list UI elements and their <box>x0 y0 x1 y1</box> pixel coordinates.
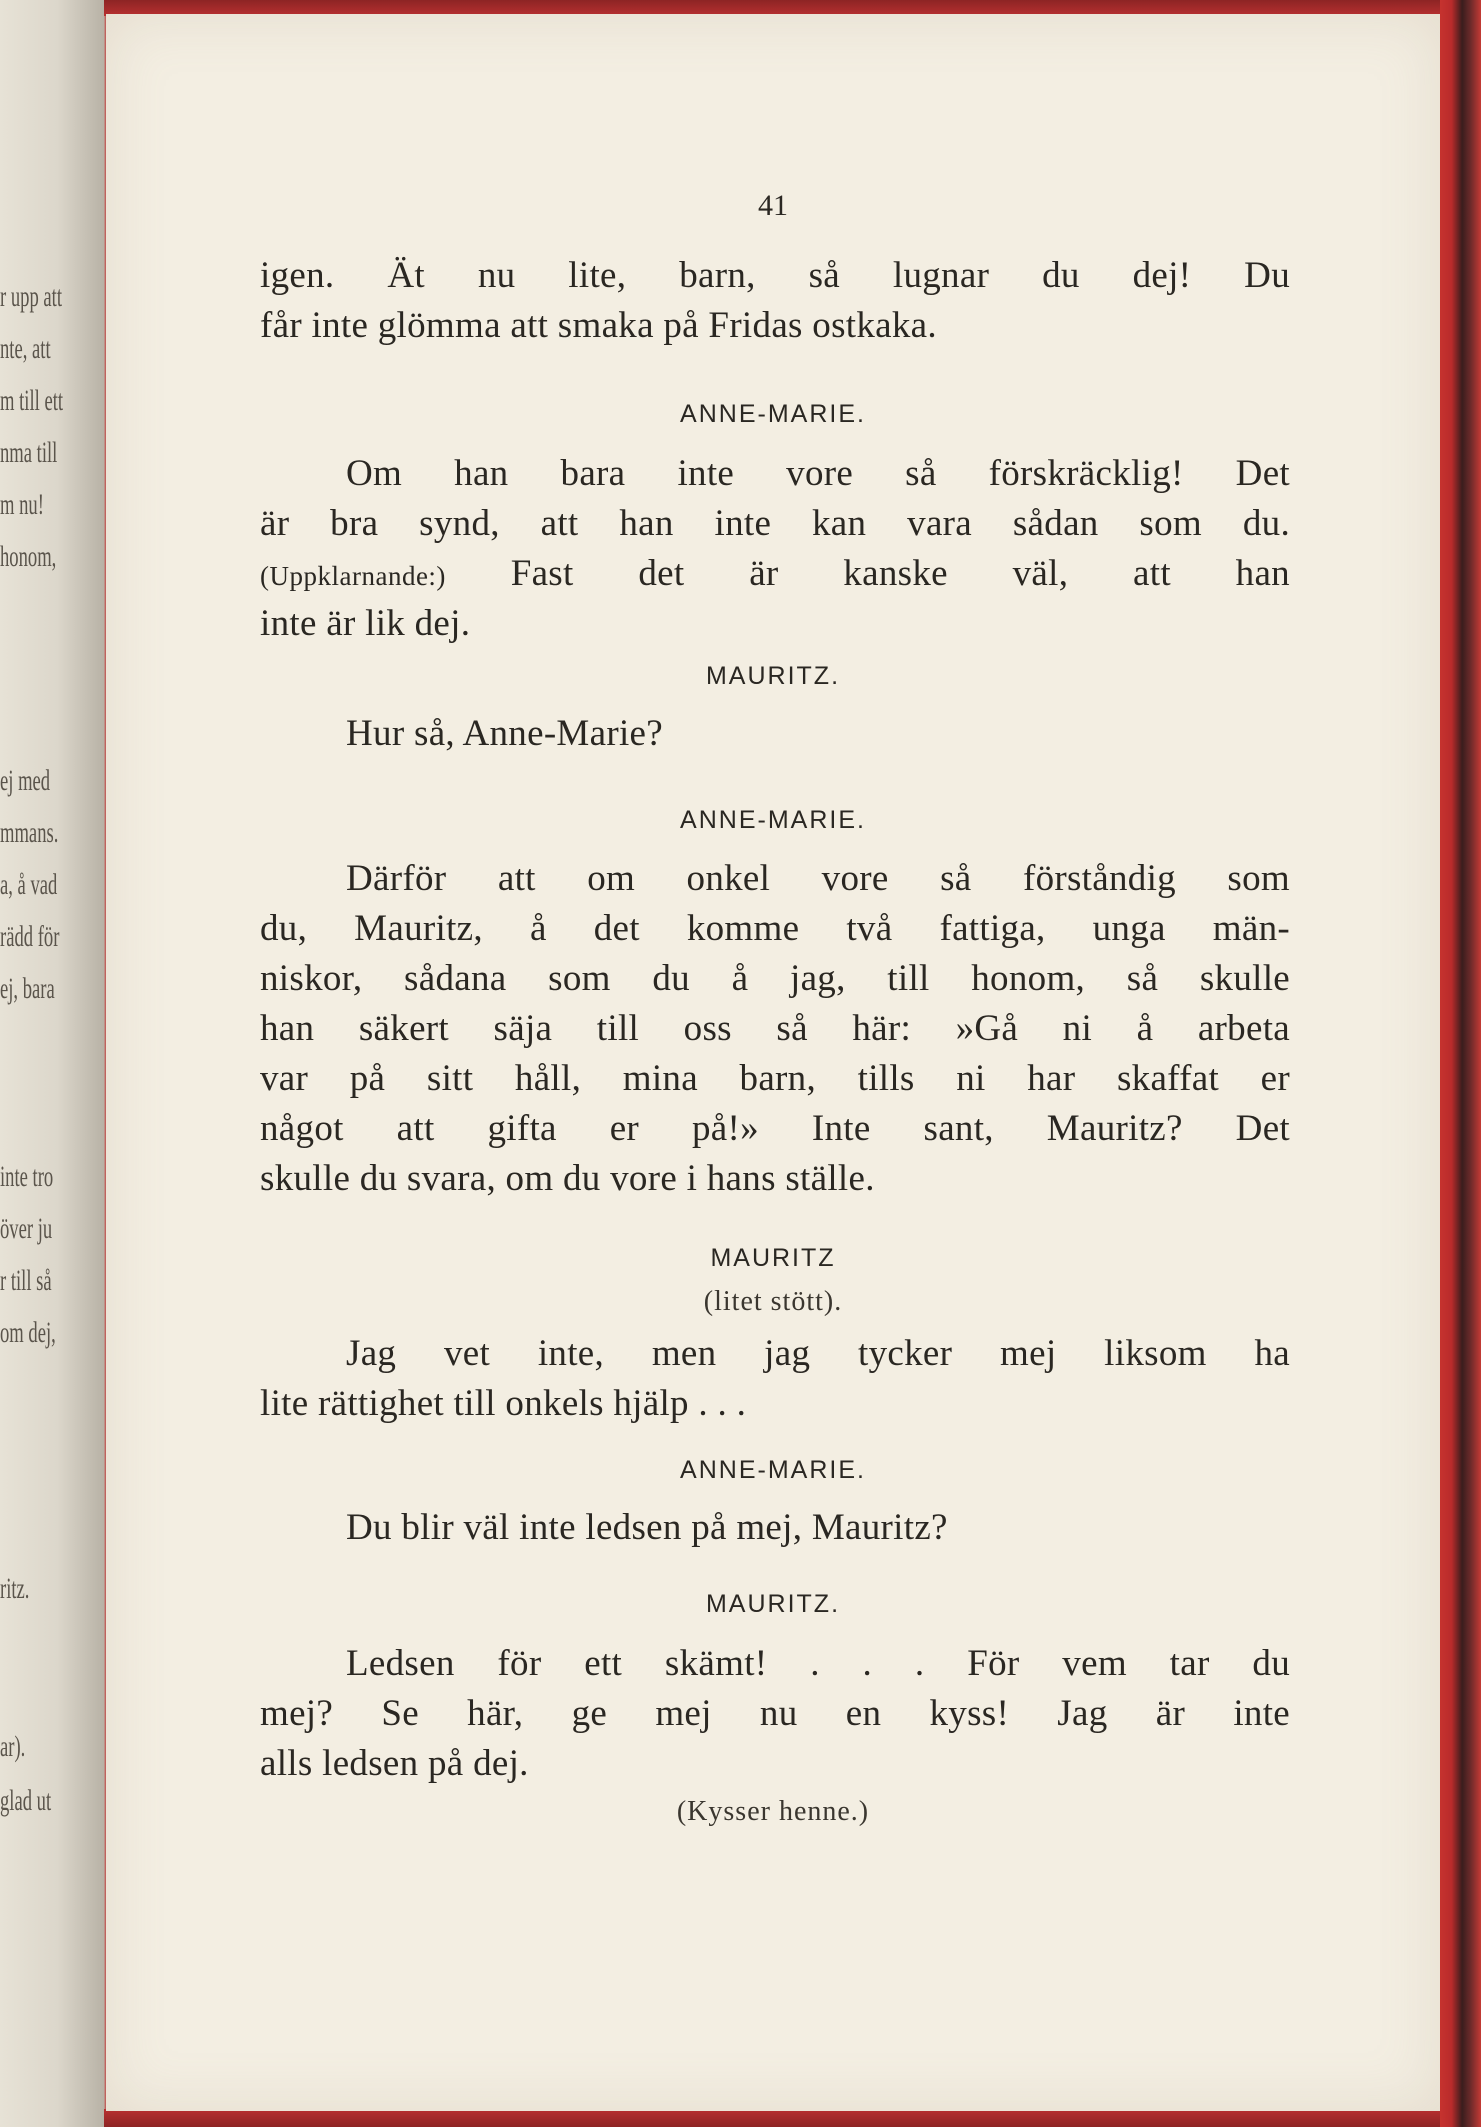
text-line: inte är lik dej. <box>260 603 471 644</box>
text-line: igen. Ät nu lite, barn, så lugnar du dej! Du <box>260 255 1290 296</box>
book-page <box>106 14 1440 2111</box>
text-line: lite rättighet till onkels hjälp . . . <box>260 1383 747 1424</box>
speaker-name: MAURITZ <box>710 1244 836 1272</box>
left-fragment: över ju <box>0 1212 53 1245</box>
text-line: Ledsen för ett skämt! . . . För vem tar du <box>346 1643 1290 1684</box>
text-line: är bra synd, att han inte kan vara sådan som du. <box>260 503 1290 544</box>
left-fragment: nma till <box>0 436 58 469</box>
text-line: var på sitt håll, mina barn, tills ni har skaffat er <box>260 1058 1290 1099</box>
left-fragment: r till så <box>0 1264 52 1297</box>
left-fragment: glad ut <box>0 1784 52 1817</box>
speaker-name: ANNE-MARIE. <box>680 1456 866 1484</box>
text-line: Jag vet inte, men jag tycker mej liksom ha <box>346 1333 1290 1374</box>
book-bottom-edge <box>104 2109 1440 2127</box>
text-line: Du blir väl inte ledsen på mej, Mauritz? <box>346 1507 948 1548</box>
left-fragment: inte tro <box>0 1160 54 1193</box>
speaker-name: MAURITZ. <box>705 662 841 690</box>
text-line: Om han bara inte vore så förskräcklig! Det <box>346 453 1290 494</box>
left-fragment: ej, bara <box>0 972 55 1005</box>
left-fragment: ar). <box>0 1730 26 1763</box>
text-line: du, Mauritz, å det komme två fattiga, unga män- <box>260 908 1290 949</box>
stage-direction: (Uppklarnande:) <box>260 561 446 591</box>
speaker-name: ANNE-MARIE. <box>680 400 866 428</box>
left-fragment: m nu! <box>0 488 44 521</box>
page-number: 41 <box>758 189 788 222</box>
left-fragment: a, å vad <box>0 868 58 901</box>
left-page-edge <box>0 0 104 2127</box>
left-fragment: rädd för <box>0 920 60 953</box>
text-line: får inte glömma att smaka på Fridas ostkaka. <box>260 305 937 346</box>
text-line: han säkert säja till oss så här: »Gå ni å arbeta <box>260 1008 1290 1049</box>
text-fragment: Fast det är kanske väl, att han <box>510 553 1290 594</box>
speaker-name: ANNE-MARIE. <box>680 806 866 834</box>
left-fragment: ritz. <box>0 1572 30 1605</box>
left-fragment: ej med <box>0 764 51 797</box>
speaker-name: MAURITZ. <box>705 1590 841 1618</box>
left-fragment: nte, att <box>0 332 51 365</box>
left-fragment: m till ett <box>0 384 64 417</box>
text-line: skulle du svara, om du vore i hans ställe. <box>260 1158 875 1199</box>
stage-direction: (litet stött). <box>703 1286 843 1317</box>
left-fragment: om dej, <box>0 1316 56 1349</box>
text-line: något att gifta er på!» Inte sant, Mauritz? Det <box>260 1108 1290 1149</box>
book-cover-edge <box>1439 0 1481 2127</box>
stage-direction: (Kysser henne.) <box>676 1796 870 1827</box>
text-line: Hur så, Anne-Marie? <box>346 713 664 754</box>
text-line: Därför att om onkel vore så förståndig som <box>346 858 1290 899</box>
left-fragment: honom, <box>0 540 57 573</box>
text-line: niskor, sådana som du å jag, till honom, så skulle <box>260 958 1290 999</box>
text-line: alls ledsen på dej. <box>260 1743 529 1784</box>
text-line <box>260 552 1290 595</box>
left-fragment: r upp att <box>0 280 62 313</box>
left-fragment: mmans. <box>0 816 59 849</box>
text-line: mej? Se här, ge mej nu en kyss! Jag är inte <box>260 1693 1290 1734</box>
